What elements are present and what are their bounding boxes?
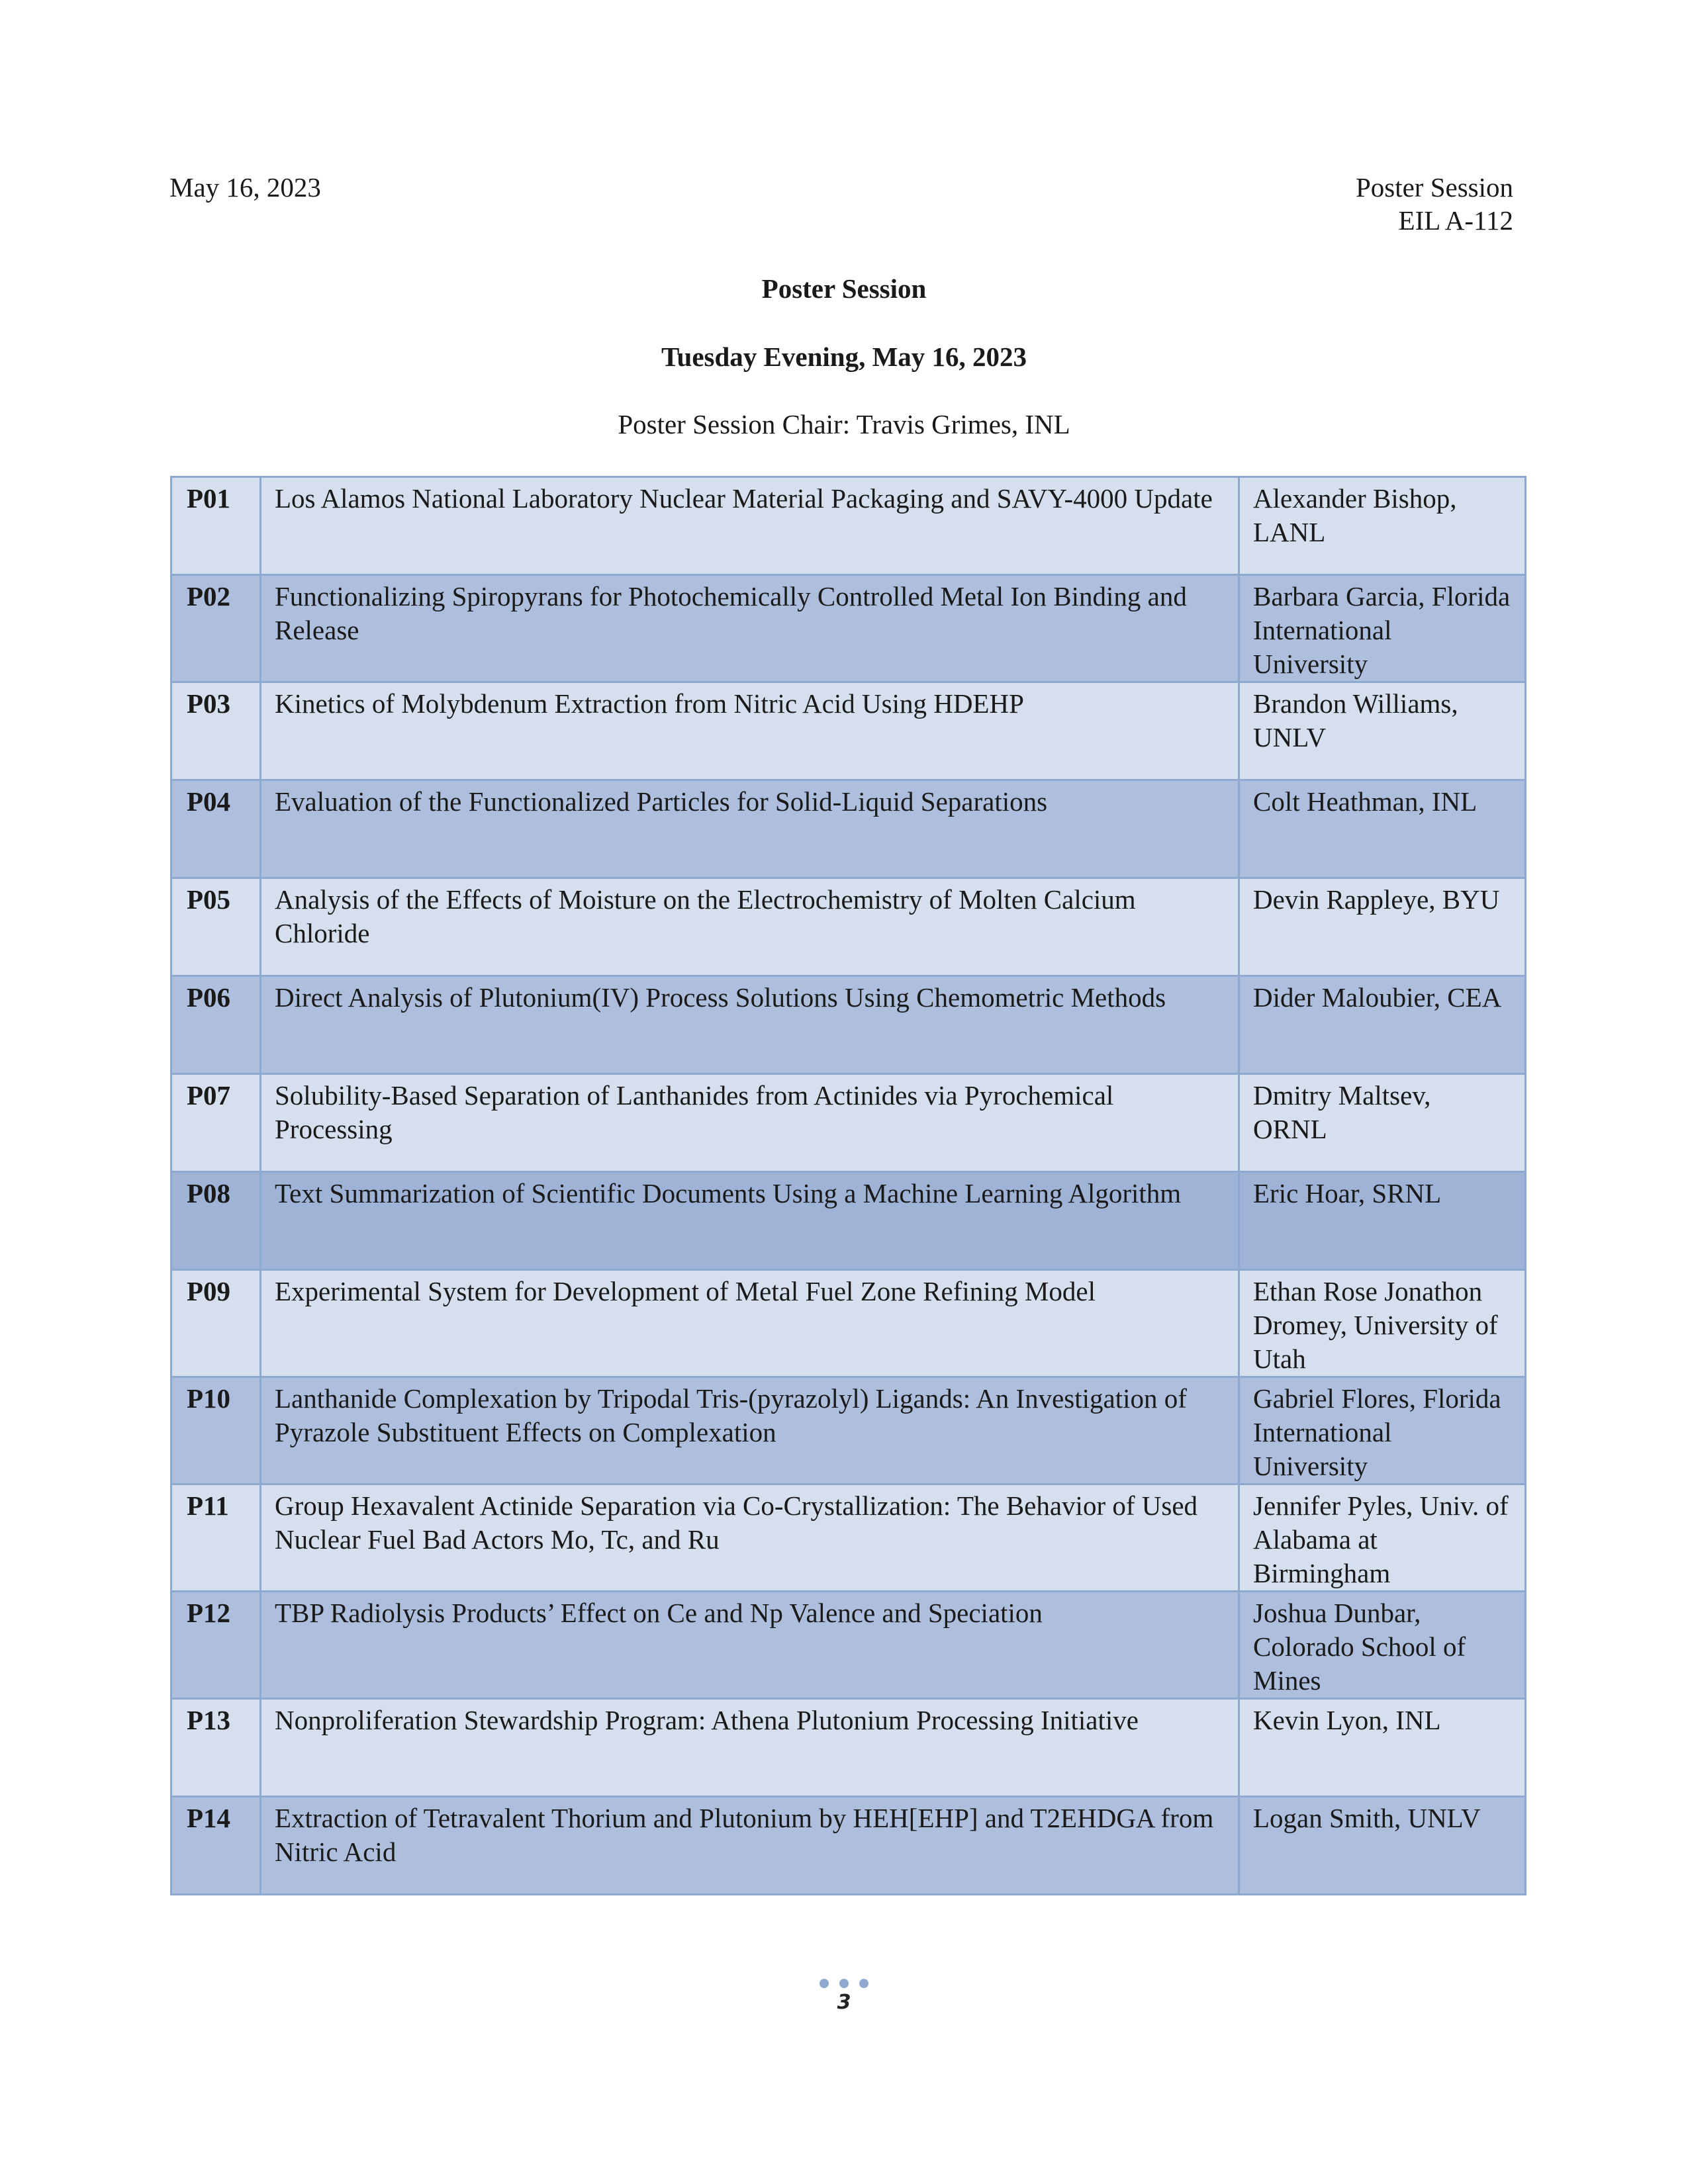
table-row (171, 1484, 1526, 1592)
header-session: Poster Session (1355, 172, 1513, 203)
poster-id: P09 (171, 1270, 261, 1377)
poster-author: Dmitry Maltsev, ORNL (1239, 1074, 1526, 1172)
poster-author: Dider Maloubier, CEA (1239, 976, 1526, 1074)
poster-title: Group Hexavalent Actinide Separation via Co-Crystallization: The Behavior of Used Nuclear Fuel Bad Actors Mo, Tc, and Ru (261, 1484, 1239, 1592)
poster-title: Kinetics of Molybdenum Extraction from Nitric Acid Using HDEHP (261, 682, 1239, 780)
table-row (171, 976, 1526, 1074)
table-row (171, 682, 1526, 780)
poster-author: Barbara Garcia, Florida International University (1239, 575, 1526, 682)
table-row (171, 575, 1526, 682)
table-row (171, 1172, 1526, 1270)
poster-id: P10 (171, 1377, 261, 1484)
poster-title: Evaluation of the Functionalized Particles for Solid-Liquid Separations (261, 780, 1239, 878)
poster-id: P06 (171, 976, 261, 1074)
poster-author: Jennifer Pyles, Univ. of Alabama at Birmingham (1239, 1484, 1526, 1592)
poster-title: Text Summarization of Scientific Documents Using a Machine Learning Algorithm (261, 1172, 1239, 1270)
page-title: Poster Session (761, 273, 927, 304)
poster-id: P11 (171, 1484, 261, 1592)
poster-title: TBP Radiolysis Products’ Effect on Ce and Np Valence and Speciation (261, 1592, 1239, 1699)
poster-author: Ethan Rose Jonathon Dromey, University of Utah (1239, 1270, 1526, 1377)
poster-title: Functionalizing Spiropyrans for Photochemically Controlled Metal Ion Binding and Release (261, 575, 1239, 682)
table-row (171, 1592, 1526, 1699)
table-row (171, 477, 1526, 575)
poster-title: Solubility-Based Separation of Lanthanides from Actinides via Pyrochemical Processing (261, 1074, 1239, 1172)
poster-id: P14 (171, 1797, 261, 1895)
table-row (171, 780, 1526, 878)
poster-id: P08 (171, 1172, 261, 1270)
table-row (171, 1377, 1526, 1484)
poster-title: Nonproliferation Stewardship Program: Athena Plutonium Processing Initiative (261, 1699, 1239, 1797)
poster-title: Analysis of the Effects of Moisture on the Electrochemistry of Molten Calcium Chloride (261, 878, 1239, 976)
poster-id: P02 (171, 575, 261, 682)
table-row (171, 1270, 1526, 1377)
poster-author: Kevin Lyon, INL (1239, 1699, 1526, 1797)
poster-title: Lanthanide Complexation by Tripodal Tris-(pyrazolyl) Ligands: An Investigation of Pyrazole Substituent Effects on Complexation (261, 1377, 1239, 1484)
poster-author: Eric Hoar, SRNL (1239, 1172, 1526, 1270)
table-row (171, 1699, 1526, 1797)
poster-id: P12 (171, 1592, 261, 1699)
header-date: May 16, 2023 (169, 172, 321, 203)
poster-id: P05 (171, 878, 261, 976)
poster-author: Logan Smith, UNLV (1239, 1797, 1526, 1895)
page-footer (0, 1979, 1688, 2014)
poster-title: Experimental System for Development of Metal Fuel Zone Refining Model (261, 1270, 1239, 1377)
table-row (171, 1797, 1526, 1895)
poster-title: Direct Analysis of Plutonium(IV) Process Solutions Using Chemometric Methods (261, 976, 1239, 1074)
poster-table (170, 476, 1526, 1895)
poster-author: Colt Heathman, INL (1239, 780, 1526, 878)
poster-id: P01 (171, 477, 261, 575)
page-number: 3 (837, 1991, 851, 2014)
poster-author: Gabriel Flores, Florida International University (1239, 1377, 1526, 1484)
table-row (171, 878, 1526, 976)
poster-id: P13 (171, 1699, 261, 1797)
poster-title: Los Alamos National Laboratory Nuclear Material Packaging and SAVY-4000 Update (261, 477, 1239, 575)
poster-id: P07 (171, 1074, 261, 1172)
poster-author: Alexander Bishop, LANL (1239, 477, 1526, 575)
table-row (171, 1074, 1526, 1172)
footer-dots-icon (0, 1979, 1688, 1988)
poster-author: Joshua Dunbar, Colorado School of Mines (1239, 1592, 1526, 1699)
session-chair: Poster Session Chair: Travis Grimes, INL (618, 409, 1070, 439)
page-subtitle: Tuesday Evening, May 16, 2023 (661, 341, 1027, 372)
header-room: EIL A-112 (1398, 205, 1513, 236)
header-right (1356, 171, 1513, 237)
poster-id: P04 (171, 780, 261, 878)
poster-author: Devin Rappleye, BYU (1239, 878, 1526, 976)
poster-author: Brandon Williams, UNLV (1239, 682, 1526, 780)
poster-id: P03 (171, 682, 261, 780)
poster-title: Extraction of Tetravalent Thorium and Plutonium by HEH[EHP] and T2EHDGA from Nitric Acid (261, 1797, 1239, 1895)
